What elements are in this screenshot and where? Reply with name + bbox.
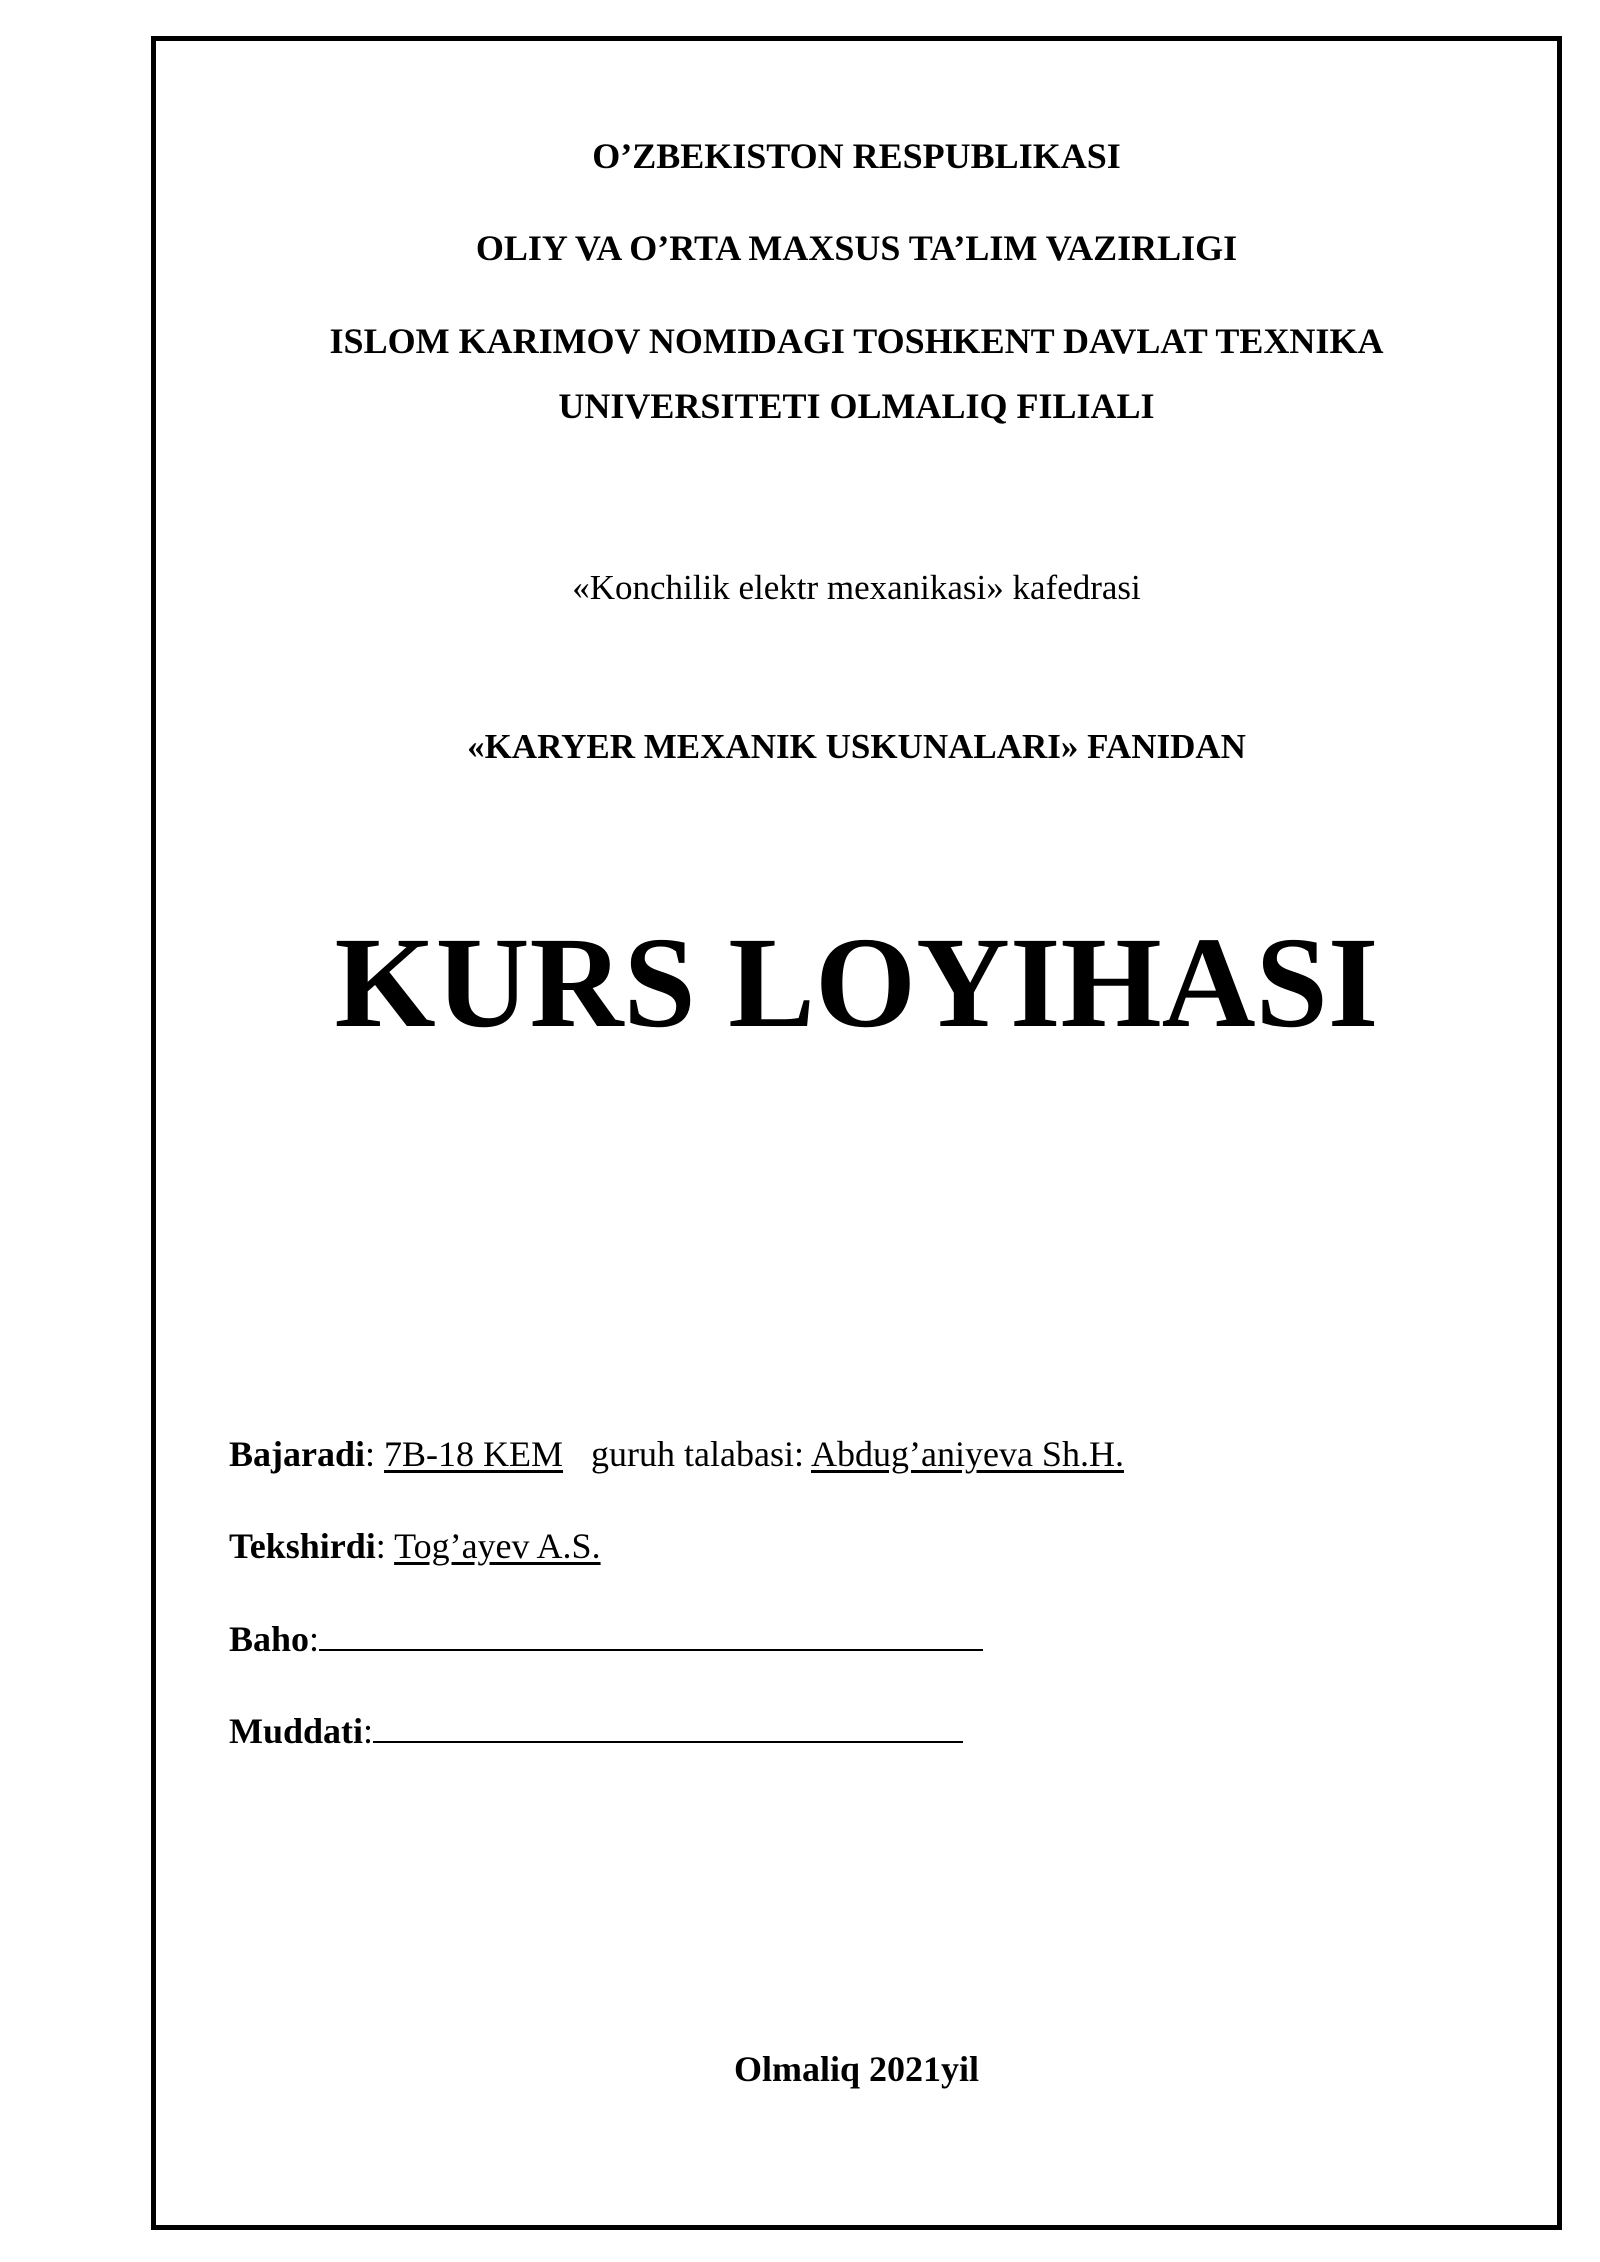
footer-place-year: Olmaliq 2021yil bbox=[733, 2049, 980, 2089]
bajaradi-row: Bajaradi: 7B-18 KEM guruh talabasi: Abdug’aniyeva Sh.H. bbox=[229, 1434, 1124, 1474]
group-value: 7B-18 KEM bbox=[384, 1434, 564, 1474]
department-name: «Konchilik elektr mexanikasi» kafedrasi bbox=[572, 568, 1141, 607]
muddati-row: Muddati: bbox=[229, 1710, 963, 1752]
bajaradi-label: Bajaradi bbox=[229, 1434, 366, 1474]
group-student-text: guruh talabasi: bbox=[591, 1434, 811, 1474]
tekshirdi-row: Tekshirdi: Tog’ayev A.S. bbox=[229, 1526, 601, 1566]
muddati-label: Muddati bbox=[229, 1711, 364, 1751]
page-border bbox=[151, 36, 1562, 2230]
header-line-1: O’ZBEKISTON RESPUBLIKASI bbox=[592, 136, 1121, 176]
document-title: KURS LOYIHASI bbox=[334, 911, 1379, 1055]
reviewer-name: Tog’ayev A.S. bbox=[394, 1526, 601, 1566]
header-line-4: UNIVERSITETI OLMALIQ FILIALI bbox=[558, 386, 1155, 426]
subject-name: «KARYER MEXANIK USKUNALARI» FANIDAN bbox=[467, 727, 1246, 766]
muddati-blank-line bbox=[373, 1711, 963, 1743]
student-name: Abdug’aniyeva Sh.H. bbox=[811, 1434, 1124, 1474]
header-line-2: OLIY VA O’RTA MAXSUS TA’LIM VAZIRLIGI bbox=[475, 228, 1238, 268]
header-line-3: ISLOM KARIMOV NOMIDAGI TOSHKENT DAVLAT TEXNIKA bbox=[329, 321, 1384, 361]
tekshirdi-label: Tekshirdi bbox=[229, 1526, 376, 1566]
baho-row: Baho: bbox=[229, 1618, 983, 1660]
baho-blank-line bbox=[319, 1619, 983, 1651]
baho-label: Baho bbox=[229, 1619, 310, 1659]
